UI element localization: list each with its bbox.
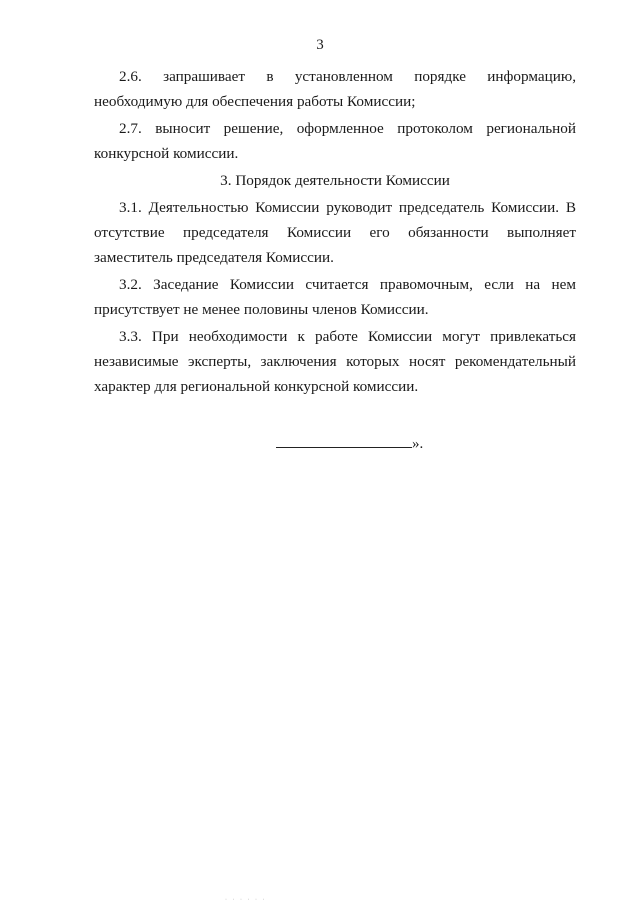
closing-line (276, 434, 423, 454)
paragraph-3-2: 3.2. Заседание Комиссии считается правомочным, если на нем присутствует не менее половины членов Комиссии. (94, 276, 576, 318)
closing-quote: ». (412, 436, 424, 452)
paragraph-2-6-line1: 2.6. запрашивает в установленном порядке информацию, (119, 68, 576, 85)
paragraph-3-3: 3.3. При необходимости к работе Комиссии могут привлекаться независимые эксперты, заключения которых носят рекомендательный характер для региональной конкурсной комиссии. (94, 328, 576, 395)
document-body (94, 64, 576, 399)
scan-artifact-dots: · · · · · · (225, 897, 267, 903)
paragraph-2-7: 2.7. выносит решение, оформленное протоколом региональной конкурсной комиссии. (94, 120, 576, 162)
section-heading-3: 3. Порядок деятельности Комиссии (220, 172, 450, 189)
paragraph-3-1: 3.1. Деятельностью Комиссии руководит председатель Комиссии. В отсутствие председателя Комиссии его обязанности выполняет заместитель председателя Комиссии. (94, 199, 576, 266)
paragraph-2-6-line2: необходимую для обеспечения работы Комиссии; (94, 93, 416, 110)
signature-underline (276, 435, 412, 448)
page-number: 3 (316, 37, 324, 53)
